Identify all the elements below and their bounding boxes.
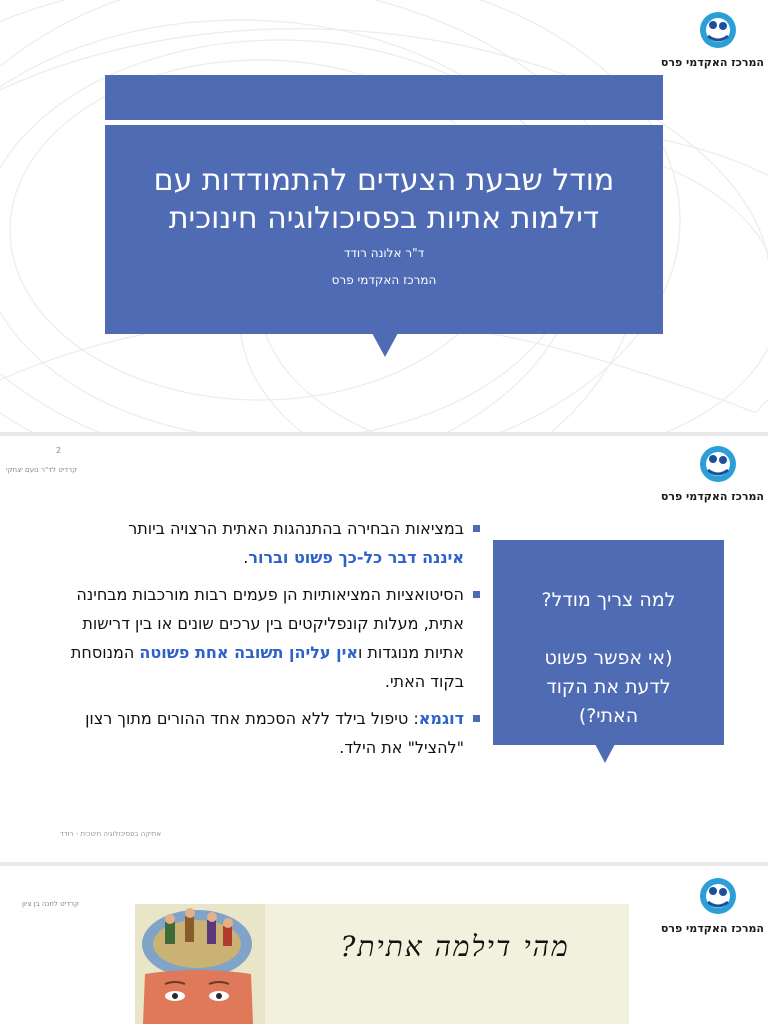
image-credit: קרדיט לחנה בן ציון	[22, 900, 79, 908]
institution-name: המרכז האקדמי פרס	[331, 273, 437, 287]
question-line: (אי אפשר פשוט	[544, 647, 673, 669]
bullet-item	[40, 580, 480, 696]
bullet-text: המנוסחת בקוד האתי.	[70, 643, 464, 691]
question-pointer	[595, 744, 615, 763]
bullet-highlight: אין עליהן תשובה אחת פשוטה	[139, 643, 358, 662]
head-illustration	[135, 904, 265, 1024]
question-line: למה צריך מודל?	[541, 589, 676, 611]
bullet-list	[40, 514, 480, 770]
slide-footer: אתיקה בפסיכולוגיה חינוכית - רודד	[60, 830, 162, 838]
logo	[660, 444, 764, 514]
logo-text: המרכז האקדמי פרס	[660, 922, 764, 935]
slide-3	[0, 866, 768, 1024]
bullet-text: הסיטואציות המציאותיות הן פעמים רבות מורכבות מבחינה אתית, מעלות קונפליקטים בין ערכים שונים או בין דרישות אתיות מנוגדות ו	[76, 585, 464, 662]
slide-1	[0, 0, 768, 432]
logo-mark-icon	[698, 876, 738, 922]
bullet-square-icon	[473, 715, 480, 722]
slide-title-line-1: מודל שבעת הצעדים להתמודדות עם	[153, 163, 615, 198]
slide-heading: מהי דילמה אתית?	[340, 930, 570, 963]
bullet-text: : טיפול בילד ללא הסכמת אחד ההורים מתוך רצון "להציל" את הילד.	[85, 709, 464, 757]
question-line: האתי?)	[578, 705, 639, 727]
page-number: 2	[56, 446, 62, 455]
slide-title	[115, 162, 653, 238]
logo	[660, 10, 764, 80]
question-line: לדעת את הקוד	[546, 676, 671, 698]
bullet-text: במציאות הבחירה בהתנהגות האתית הרצויה ביותר	[128, 519, 464, 538]
slide-title-line-2: דילמות אתיות בפסיכולוגיה חינוכית	[168, 201, 600, 236]
logo	[660, 876, 764, 946]
bullet-highlight: איננה דבר כל-כך פשוט וברור	[248, 548, 464, 567]
author-name: ד"ר אלונה רודד	[343, 246, 425, 260]
question-line	[500, 615, 717, 644]
logo-text: המרכז האקדמי פרס	[660, 56, 764, 69]
title-band	[105, 75, 663, 120]
bullet-square-icon	[473, 525, 480, 532]
logo-text: המרכז האקדמי פרס	[660, 490, 764, 503]
logo-mark-icon	[698, 10, 738, 56]
slide-2	[0, 436, 768, 862]
bullet-square-icon	[473, 591, 480, 598]
bullet-item	[40, 704, 480, 762]
side-credit: קרדיט לד"ר נועם יצחקי	[6, 466, 78, 474]
title-pointer	[372, 333, 398, 357]
bullet-text: .	[243, 548, 249, 567]
illustration-panel	[135, 904, 629, 1024]
logo-mark-icon	[698, 444, 738, 490]
bullet-item	[40, 514, 480, 572]
question-text	[500, 586, 717, 731]
bullet-highlight: דוגמא	[418, 709, 464, 728]
